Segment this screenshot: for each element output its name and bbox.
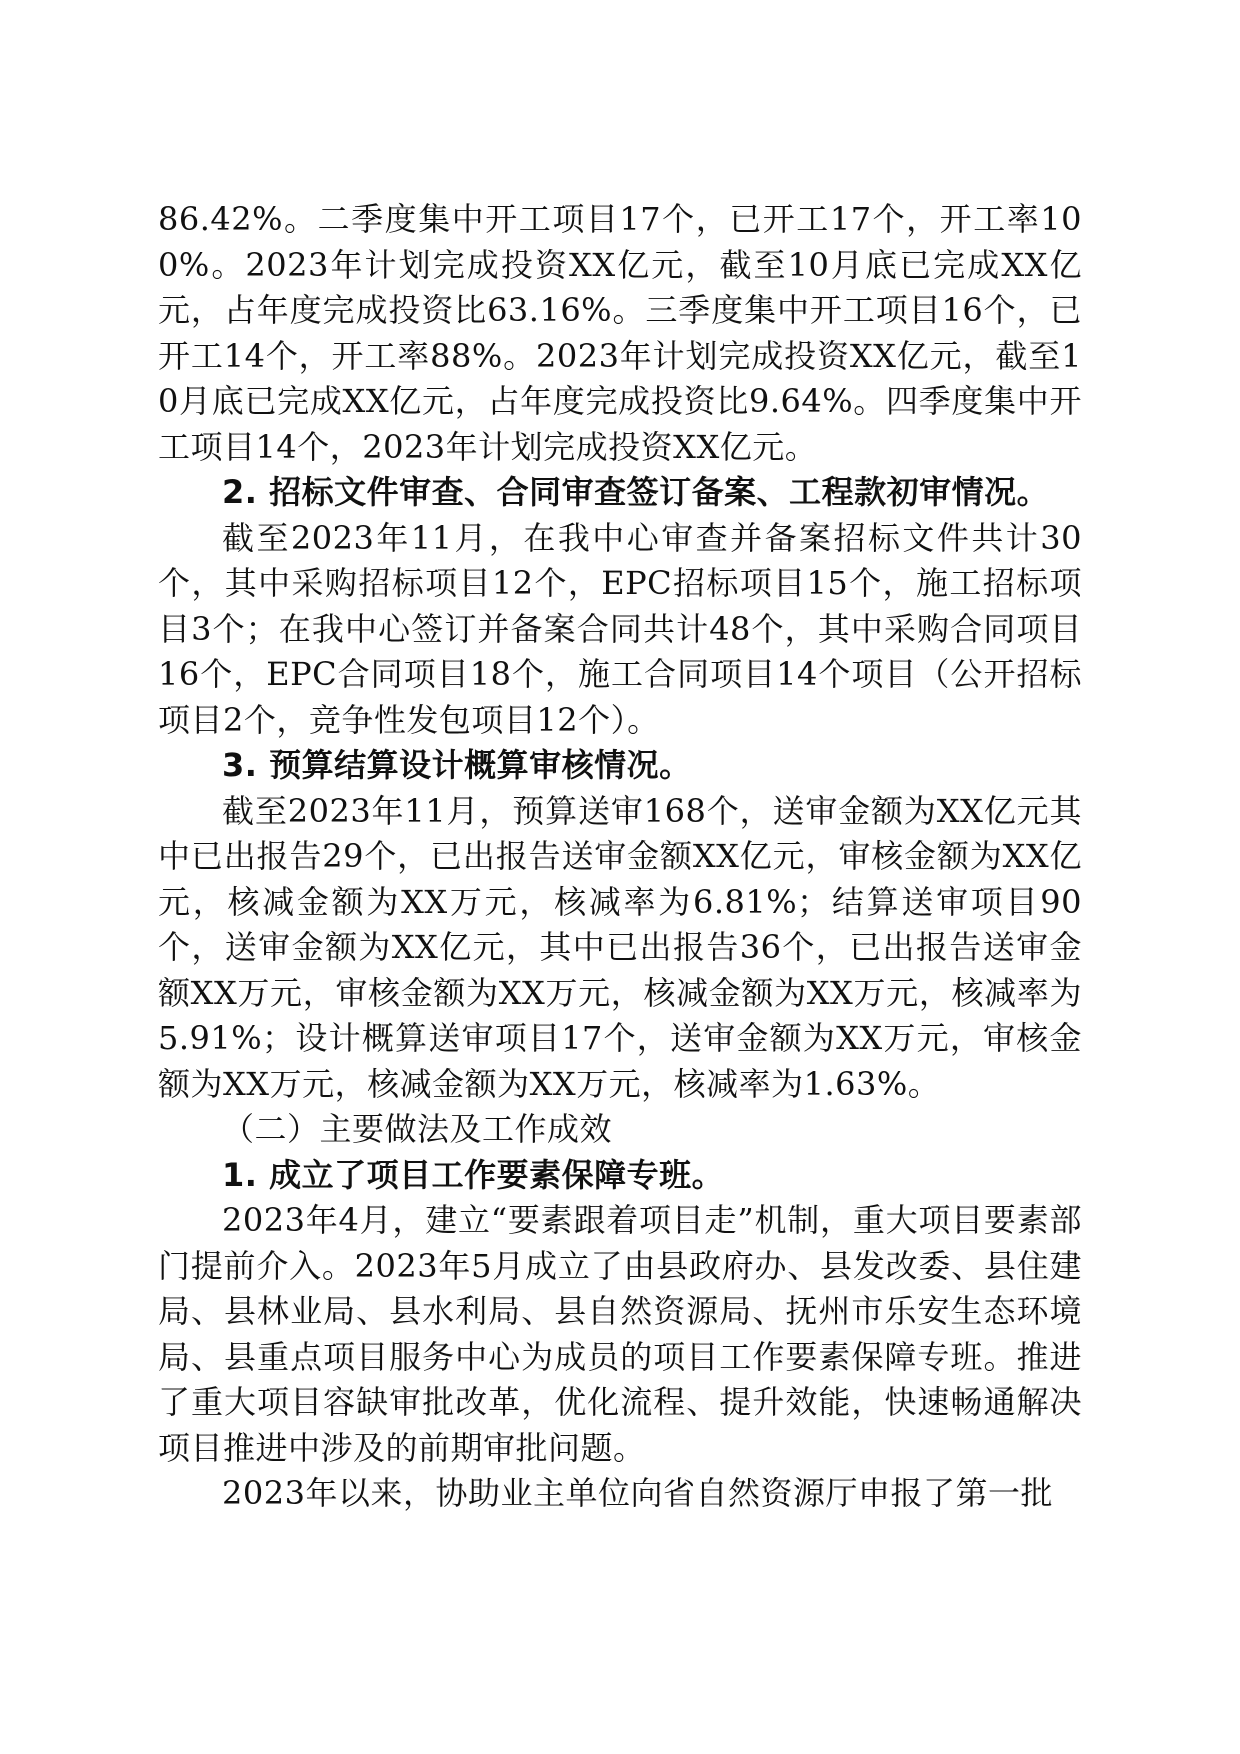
- heading-budget-audit: 3. 预算结算设计概算审核情况。: [222, 746, 692, 784]
- heading-special-team: 1. 成立了项目工作要素保障专班。: [222, 1155, 725, 1194]
- paragraph-special-team: 2023年4月，建立“要素跟着项目走”机制，重大项目要素部门提前介入。2023年5月成立了由县政府办、县发改委、县住建局、县林业局、县水利局、县自然资源局、抚州市乐安生态环境局、县重点项目服务中心为成员的项目工作要素保障专班。推进了重大项目容缺审批改革，优化流程、提升效能，快速畅通解决项目推进中涉及的前期审批问题。: [158, 1201, 1082, 1467]
- paragraph-since-2023: 2023年以来，协助业主单位向省自然资源厅申报了第一批: [222, 1474, 1053, 1512]
- document-page: [158, 197, 1082, 1517]
- heading-bidding-review: 2. 招标文件审查、合同审查签订备案、工程款初审情况。: [222, 473, 1050, 511]
- paragraph-bidding-review: 截至2023年11月，在我中心审查并备案招标文件共计30个，其中采购招标项目12个，EPC招标项目15个，施工招标项目3个；在我中心签订并备案合同共计48个，其中采购合同项目16个，EPC合同项目18个，施工合同项目14个项目（公开招标项目2个，竞争性发包项目12个）。: [158, 518, 1082, 739]
- paragraph-budget-audit: 截至2023年11月，预算送审168个，送审金额为XX亿元其中已出报告29个，已出报告送审金额XX亿元，审核金额为XX亿元，核减金额为XX万元，核减率为6.81%；结算送审项目90个，送审金额为XX亿元，其中已出报告36个，已出报告送审金额XX万元，审核金额为XX万元，核减金额为XX万元，核减率为5.91%；设计概算送审项目17个，送审金额为XX万元，审核金额为XX万元，核减金额为XX万元，核减率为1.63%。: [158, 791, 1082, 1103]
- section-title-main-practices: （二）主要做法及工作成效: [222, 1110, 613, 1148]
- paragraph-investment-progress: 86.42%。二季度集中开工项目17个，已开工17个，开工率100%。2023年计划完成投资XX亿元，截至10月底已完成XX亿元，占年度完成投资比63.16%。三季度集中开工项目16个，已开工14个，开工率88%。2023年计划完成投资XX亿元，截至10月底已完成XX亿元，占年度完成投资比9.64%。四季度集中开工项目14个，2023年计划完成投资XX亿元。: [158, 200, 1082, 466]
